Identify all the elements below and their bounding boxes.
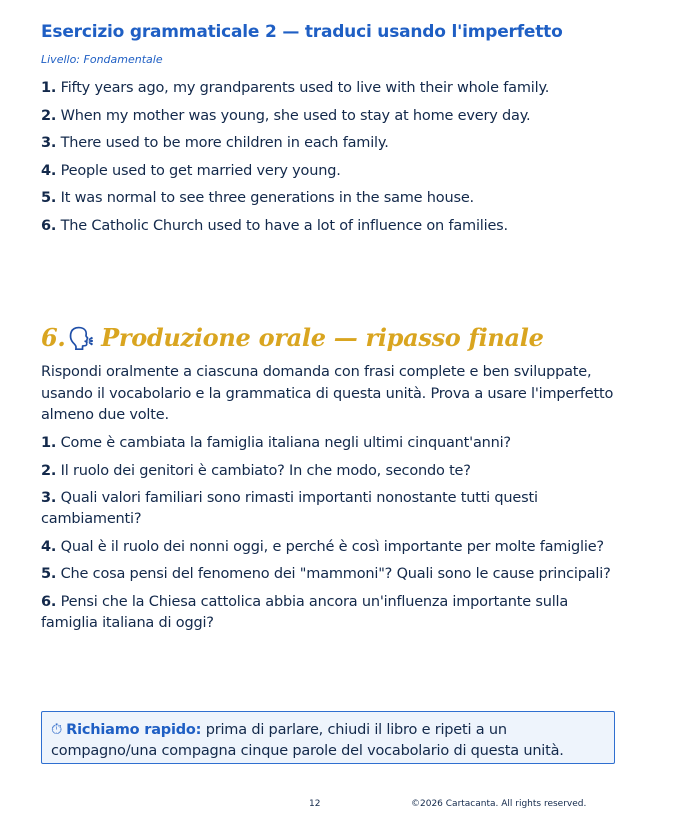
question-list bbox=[41, 433, 616, 640]
exercise-title: Esercizio grammaticale 2 — traduci usando l'imperfetto bbox=[41, 22, 563, 42]
quick-recall-callout bbox=[41, 711, 615, 764]
question-item bbox=[41, 564, 616, 585]
speaking-head-icon: 🗣 bbox=[67, 326, 96, 352]
question-number: 6. bbox=[41, 593, 57, 610]
section-number: 6. bbox=[41, 323, 66, 352]
item-number: 6. bbox=[41, 217, 57, 234]
copyright-notice: ©2026 Cartacanta. All rights reserved. bbox=[411, 799, 587, 809]
question-number: 5. bbox=[41, 566, 57, 582]
item-text: There used to be more children in each family. bbox=[60, 135, 389, 151]
exercise-list bbox=[41, 78, 616, 243]
exercise-item bbox=[41, 216, 616, 244]
item-number: 3. bbox=[41, 135, 57, 151]
question-text: Il ruolo dei genitori è cambiato? In che modo, secondo te? bbox=[60, 462, 471, 479]
question-text: Pensi che la Chiesa cattolica abbia ancora un'influenza importante sulla famiglia italiana di oggi? bbox=[41, 593, 569, 631]
question-text: Come è cambiata la famiglia italiana negli ultimi cinquant'anni? bbox=[60, 435, 511, 451]
question-item bbox=[41, 461, 616, 482]
item-text: The Catholic Church used to have a lot of influence on families. bbox=[60, 217, 508, 234]
page-number: 12 bbox=[309, 799, 321, 809]
section-intro: Rispondi oralmente a ciascuna domanda con frasi complete e ben sviluppate, usando il vocabolario e la grammatica di questa unità. Prova a usare l'imperfetto almeno due volte. bbox=[41, 364, 614, 423]
exercise-item bbox=[41, 78, 616, 106]
item-number: 1. bbox=[41, 80, 57, 96]
exercise-level: Livello: Fondamentale bbox=[41, 53, 163, 66]
question-text: Che cosa pensi del fenomeno dei "mammoni"? Quali sono le cause principali? bbox=[60, 566, 611, 582]
question-number: 4. bbox=[41, 538, 57, 555]
exercise-item bbox=[41, 161, 616, 189]
question-item bbox=[41, 488, 616, 530]
item-text: Fifty years ago, my grandparents used to live with their whole family. bbox=[60, 80, 550, 96]
callout-text: prima di parlare, chiudi il libro e ripeti a un compagno/una compagna cinque parole del vocabolario di questa unità. bbox=[51, 722, 564, 759]
item-text: It was normal to see three generations in the same house. bbox=[60, 190, 474, 206]
question-item bbox=[41, 433, 616, 454]
question-text: Qual è il ruolo dei nonni oggi, e perché è così importante per molte famiglie? bbox=[60, 538, 604, 555]
question-item bbox=[41, 592, 616, 634]
question-number: 1. bbox=[41, 435, 57, 451]
item-number: 5. bbox=[41, 190, 57, 206]
section-title-text: Produzione orale — ripasso finale bbox=[101, 323, 544, 352]
stopwatch-icon: ⏱ bbox=[51, 722, 63, 738]
exercise-item bbox=[41, 188, 616, 216]
question-number: 2. bbox=[41, 462, 57, 479]
question-number: 3. bbox=[41, 490, 57, 506]
item-text: When my mother was young, she used to stay at home every day. bbox=[60, 107, 531, 124]
callout-label: Richiamo rapido: bbox=[66, 722, 202, 738]
item-number: 2. bbox=[41, 107, 57, 124]
item-text: People used to get married very young. bbox=[60, 162, 341, 179]
exercise-item bbox=[41, 133, 616, 161]
question-item bbox=[41, 537, 616, 558]
section-title bbox=[41, 323, 544, 352]
question-text: Quali valori familiari sono rimasti importanti nonostante tutti questi cambiamenti? bbox=[41, 490, 538, 527]
item-number: 4. bbox=[41, 162, 57, 179]
exercise-item bbox=[41, 106, 616, 134]
